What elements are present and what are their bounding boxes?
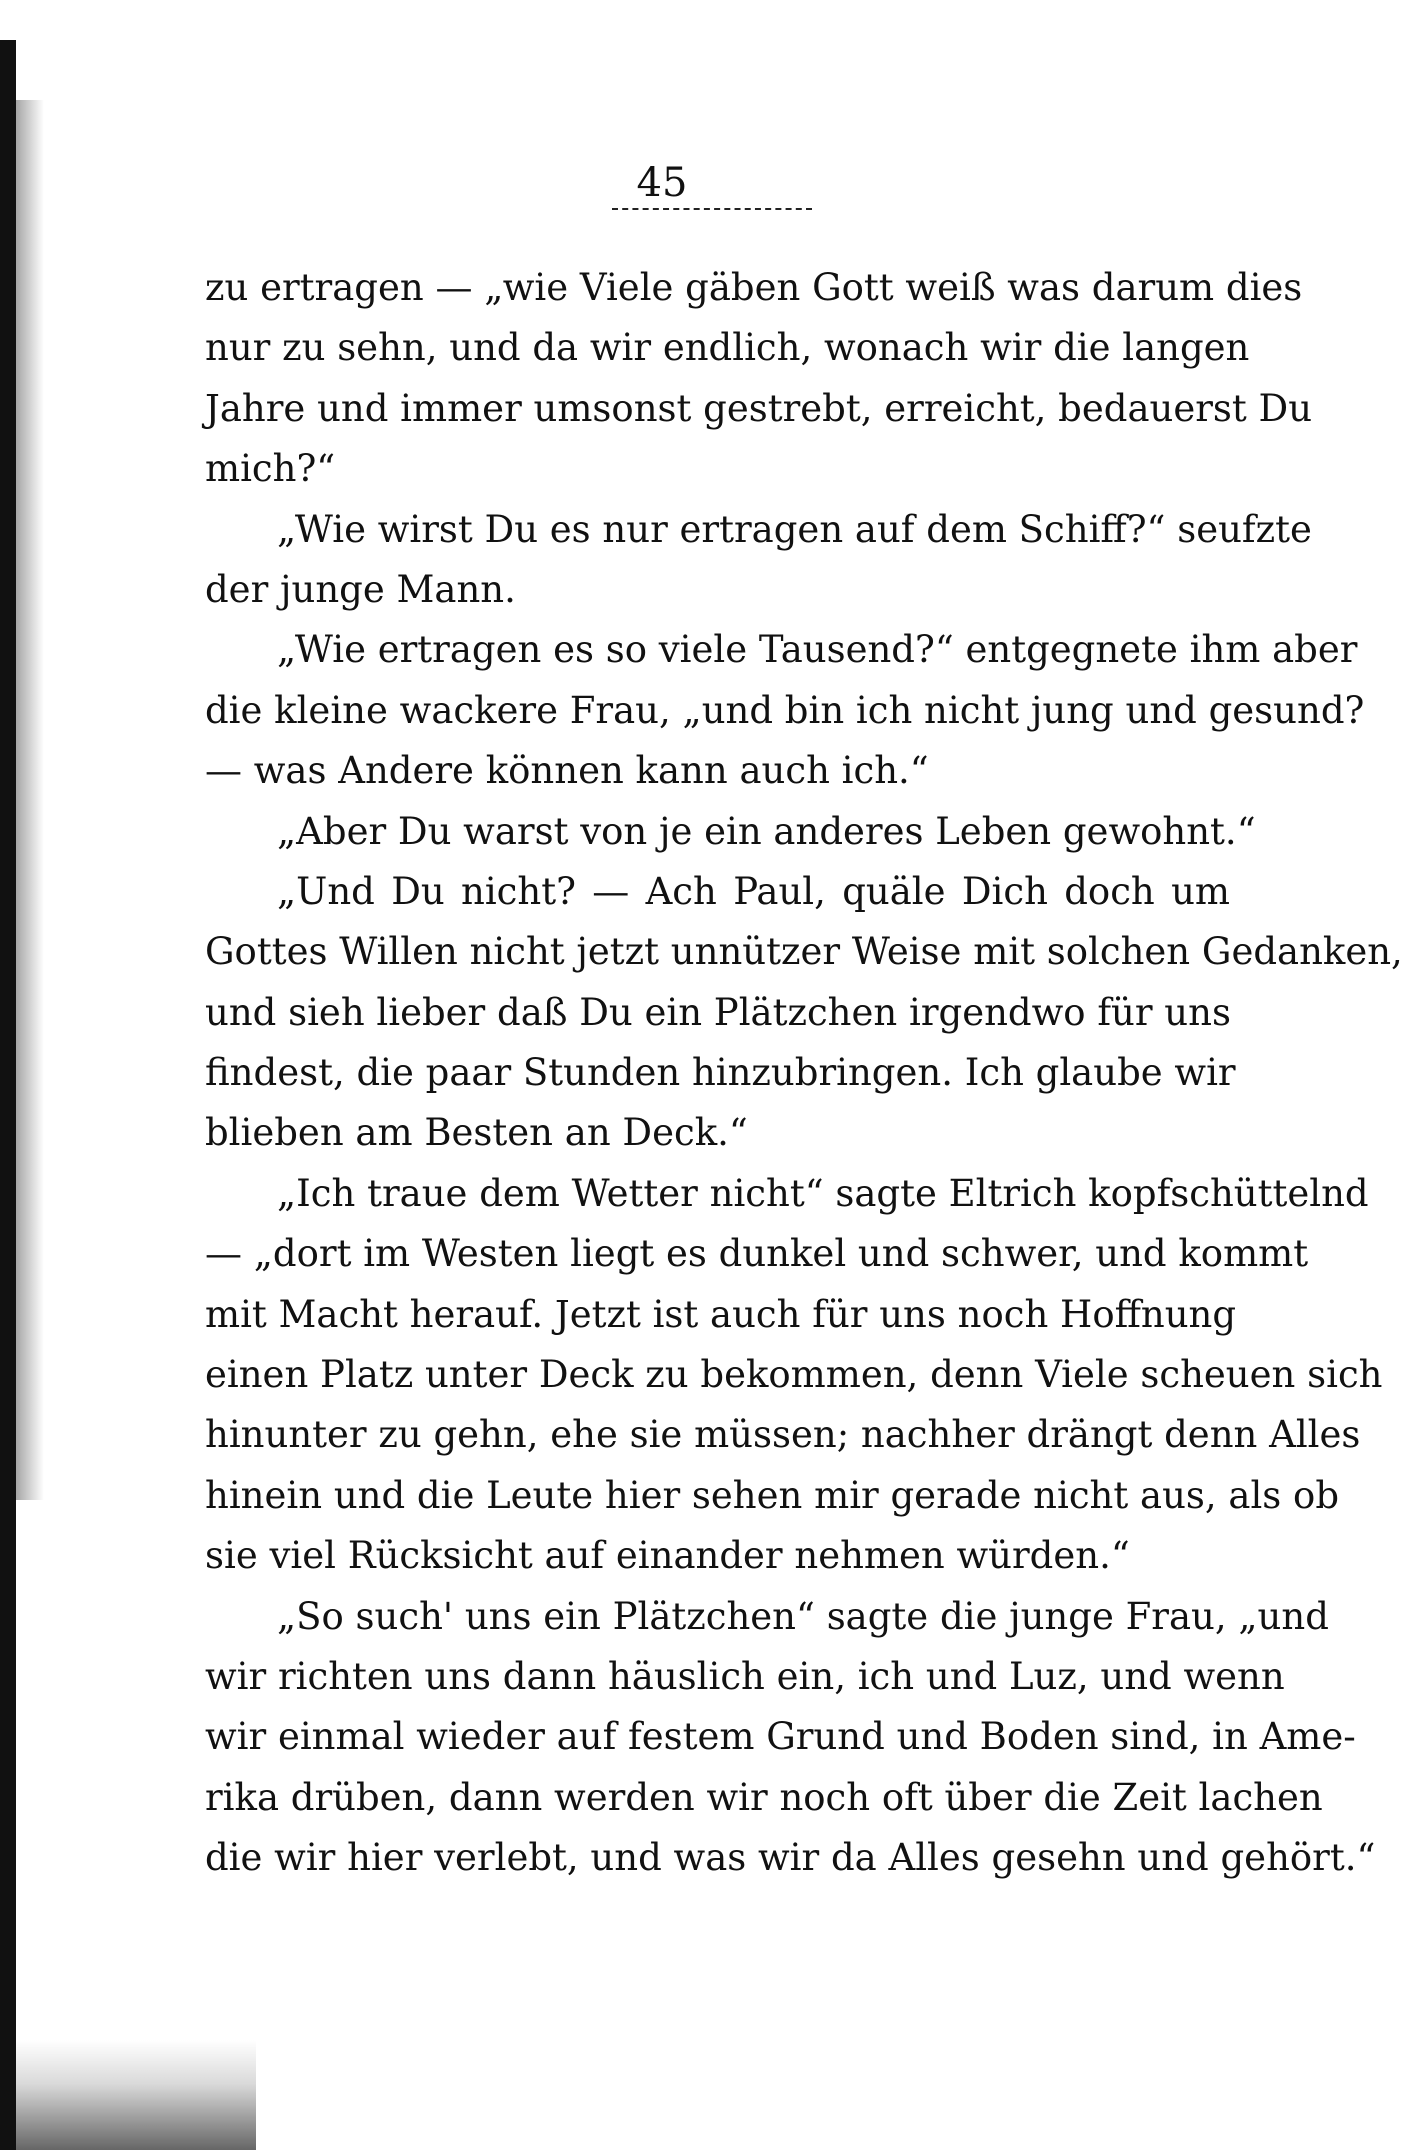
binding-shadow-foot xyxy=(16,2040,256,2150)
text-line: die kleine wackere Frau, „und bin ich nicht jung und gesund? xyxy=(205,688,1365,732)
text-line: nur zu sehn, und da wir endlich, wonach wir die langen xyxy=(205,326,1250,370)
binding-shadow xyxy=(16,100,44,1500)
text-line: einen Platz unter Deck zu bekommen, denn Viele scheuen sich xyxy=(205,1353,1383,1397)
binding-edge xyxy=(0,40,16,2150)
text-line: findest, die paar Stunden hinzubringen. Ich glaube wir xyxy=(205,1051,1236,1095)
text-line: die wir hier verlebt, und was wir da Alles gesehn und gehört.“ xyxy=(205,1836,1376,1880)
text-line: wir einmal wieder auf festem Grund und Boden sind, in Ame- xyxy=(205,1715,1356,1759)
text-line: und sieh lieber daß Du ein Plätzchen irgendwo für uns xyxy=(205,990,1231,1034)
text-line: „So such' uns ein Plätzchen“ sagte die junge Frau, „und xyxy=(277,1594,1329,1638)
text-line: „Wie wirst Du es nur ertragen auf dem Schiff?“ seufzte xyxy=(277,507,1312,551)
text-line: hinunter zu gehn, ehe sie müssen; nachher drängt denn Alles xyxy=(205,1413,1361,1457)
body-text xyxy=(205,258,1403,1889)
text-line: blieben am Besten an Deck.“ xyxy=(205,1111,748,1155)
text-line: „Und Du nicht? — Ach Paul, quäle Dich doch um xyxy=(277,869,1230,913)
text-line: rika drüben, dann werden wir noch oft über die Zeit lachen xyxy=(205,1775,1323,1819)
text-line: zu ertragen — „wie Viele gäben Gott weiß was darum dies xyxy=(205,266,1303,309)
text-line: Jahre und immer umsonst gestrebt, erreicht, bedauerst Du xyxy=(205,386,1313,430)
text-line: „Ich traue dem Wetter nicht“ sagte Eltrich kopfschüttelnd xyxy=(277,1171,1369,1215)
text-line: mich?“ xyxy=(205,447,336,491)
text-line: — was Andere können kann auch ich.“ xyxy=(205,749,929,793)
text-line: „Aber Du warst von je ein anderes Leben gewohnt.“ xyxy=(277,809,1256,853)
text-line: wir richten uns dann häuslich ein, ich und Luz, und wenn xyxy=(205,1654,1285,1698)
text-line: Gottes Willen nicht jetzt unnützer Weise mit solchen Gedanken, xyxy=(205,930,1403,974)
page-number: 45 xyxy=(636,160,688,206)
page-number-rule xyxy=(612,208,812,210)
text-line: sie viel Rücksicht auf einander nehmen würden.“ xyxy=(205,1534,1130,1578)
text-line: „Wie ertragen es so viele Tausend?“ entgegnete ihm aber xyxy=(277,628,1358,672)
text-line: — „dort im Westen liegt es dunkel und schwer, und kommt xyxy=(205,1232,1309,1276)
text-line: der junge Mann. xyxy=(205,567,516,611)
text-line: mit Macht herauf. Jetzt ist auch für uns noch Hoffnung xyxy=(205,1292,1237,1336)
text-line: hinein und die Leute hier sehen mir gerade nicht aus, als ob xyxy=(205,1473,1340,1517)
